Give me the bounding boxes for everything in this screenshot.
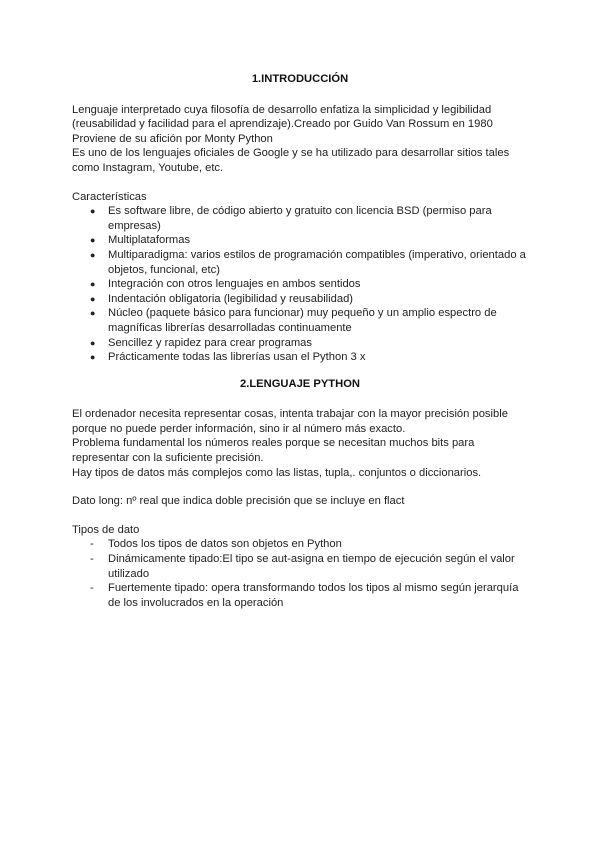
list-item-text: Dinámicamente tipado:El tipo se aut-asigna en tiempo de ejecución según el valor utilizado	[108, 553, 515, 580]
bullet-icon: ●	[90, 279, 96, 290]
document-body	[72, 72, 528, 610]
list-item	[72, 581, 528, 610]
list-item-text: Indentación obligatoria (legibilidad y reusabilidad)	[108, 292, 354, 305]
intro-paragraph: Proviene de su afición por Monty Python	[72, 132, 273, 145]
list-item	[72, 277, 528, 292]
list-item-text: Prácticamente todas las librerías usan el Python 3 x	[108, 351, 366, 364]
list-item	[72, 552, 528, 581]
bullet-icon: ●	[90, 337, 96, 348]
list-item	[72, 204, 528, 233]
types-title: Tipos de dato	[72, 523, 140, 536]
bullet-icon: ●	[90, 293, 96, 304]
list-item-text: Multiparadigma: varios estilos de programación compatibles (imperativo, orientado a objetos, funcional, etc)	[108, 248, 526, 276]
list-item-text: Integración con otros lenguajes en ambos sentidos	[108, 278, 361, 291]
bullet-icon: ●	[90, 235, 96, 246]
types-list	[72, 537, 528, 610]
list-item	[72, 350, 528, 365]
section-1-heading: 1.INTRODUCCIÓN	[251, 73, 349, 85]
body-paragraph: Problema fundamental los números reales porque se necesitan muchos bits para representar con la suficiente precisión.	[72, 437, 475, 465]
intro-paragraph: Es uno de los lenguajes oficiales de Google y se ha utilizado para desarrollar sitios tales como Instagram, Youtube, etc.	[72, 147, 510, 174]
intro-paragraph: Lenguaje interpretado cuya filosofía de desarrollo enfatiza la simplicidad y legibilidad (reusabilidad y facilidad para el aprendizaje).Creado por Guido Van Rossum en 1980	[72, 103, 493, 131]
dash-marker: -	[90, 538, 94, 551]
list-item	[72, 336, 528, 351]
dash-marker: -	[90, 582, 94, 595]
list-item-text: Fuertemente tipado: opera transformando todos los tipos al mismo según jerarquía de los involucrados en la operación	[108, 582, 519, 609]
body-paragraph: Hay tipos de datos más complejos como las listas, tupla,. conjuntos o diccionarios.	[72, 466, 482, 479]
list-item	[72, 537, 528, 552]
list-item-text: Es software libre, de código abierto y gratuito con licencia BSD (permiso para empresas)	[108, 205, 492, 232]
bullet-icon: ●	[90, 249, 96, 260]
features-list	[72, 204, 528, 365]
dato-long-paragraph: Dato long: nº real que indica doble precisión que se incluye en flact	[72, 495, 405, 508]
bullet-icon: ●	[90, 308, 96, 319]
body-paragraph: El ordenador necesita representar cosas, intenta trabajar con la mayor precisión posible porque no puede perder información, sino ir al número más exacto.	[72, 408, 508, 435]
list-item	[72, 248, 528, 277]
features-title: Características	[72, 190, 147, 203]
list-item-text: Núcleo (paquete básico para funcionar) muy pequeño y un amplio espectro de magníficas librerías desarrolladas continuamente	[108, 307, 497, 334]
list-item	[72, 306, 528, 335]
list-item-text: Multiplataformas	[108, 234, 191, 247]
bullet-icon: ●	[90, 352, 96, 363]
section-2-heading: 2.LENGUAJE PYTHON	[240, 377, 360, 390]
bullet-icon: ●	[90, 206, 96, 217]
list-item-text: Todos los tipos de datos son objetos en Python	[108, 538, 342, 551]
dash-marker: -	[90, 553, 94, 566]
list-item	[72, 292, 528, 307]
list-item	[72, 233, 528, 248]
list-item-text: Sencillez y rapidez para crear programas	[108, 336, 312, 349]
